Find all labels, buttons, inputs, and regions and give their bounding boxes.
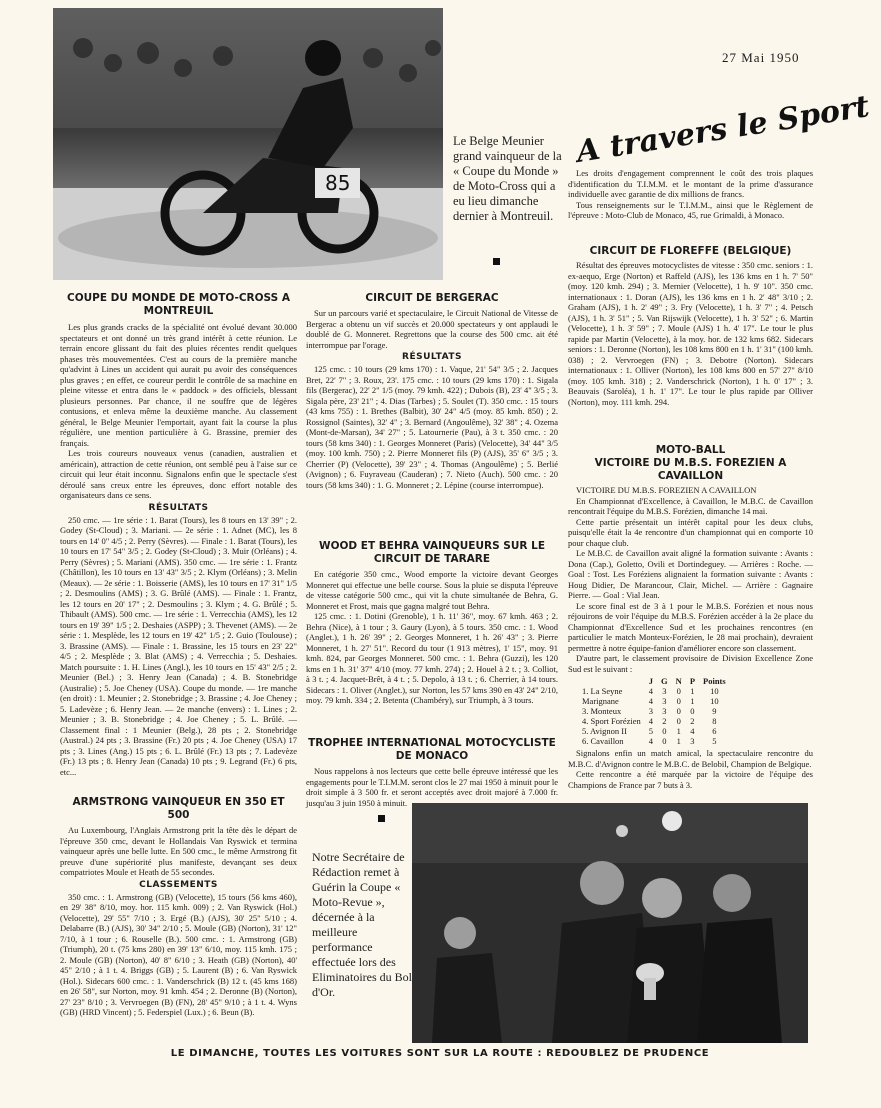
motoball-body6: Signalons enfin un match amical, la spectaculaire rencontre du M.B.C. d'Avignon contre le M.B.C. de Belobil, Champion de Belgique. <box>568 748 813 769</box>
standings-header-cell: Points <box>703 676 726 686</box>
guerin-caption: Notre Secrétaire de Rédaction remet à Guérin la Coupe « Moto-Revue », décernée à la meilleure performance effectuée lors des Eliminatoires du Bol d'Or. <box>312 850 412 999</box>
motoball-body3: Le M.B.C. de Cavaillon avait aligné la formation suivante : Avants : Dona (Cap.), Goletto, Ovili et Dortindeguey. — Arrières : Roche. — Goal : Tost. Les Foréziens alignaient la formation suivante : Avants : Houg Didier, De Marancour, Clair, Michel. — Arrière : Gagnaire Pierre. — Goal : Vial Jean. <box>568 548 813 600</box>
standings-value-cell: 3 <box>662 686 667 696</box>
armstrong-results-heading: CLASSEMENTS <box>139 879 218 890</box>
trophee-title: TROPHEE INTERNATIONAL MOTOCYCLISTE DE MONACO <box>308 737 556 762</box>
motocross-photo <box>53 8 443 280</box>
standings-value-cell: 3 <box>648 706 654 716</box>
armstrong-title: ARMSTRONG VAINQUEUR EN 350 ET 500 <box>72 796 285 821</box>
standings-value-cell: 10 <box>710 686 719 696</box>
standings-header-cell: P <box>689 676 696 686</box>
standings-team-cell: 1. La Seyne <box>582 686 623 696</box>
armstrong-results: 350 cmc. : 1. Armstrong (GB) (Velocette), 15 tours (56 kms 460), en 29' 38" 8/10, moy. hor. 115 kmh. 009) ; 2. Van Ryswick (Hol.) (Velocette), 29' 55" 7/10 ; 3. Ergé (B.) (AJS), 30' 25" 5/10 ; 4. Delabarre (B.) (AJS), 30' 34" 2/10 ; 5. Moule (GB) (Norton), 31' 12" 7/10, à 1 tour ; 6. Rouselle (B.). 500 cmc. : 1. Armstrong (GB) (Triumph), 20 t. (75 kms 280) en 39' 13" 6/10, moy. 115 kmh. 175 ; 2. Moule (GB) (Norton), 40' 8" 6/10 ; 3. Heath (GB) (Norton), 40' 45" 2/10 ; à 1 t. 4. Briggs (GB) ; 5. Laurent (B) ; 6. Van Ryswick (Hol.). Sidecars 600 cmc. : 1. Vanderschrick (B) 12 t. (45 kms 168) en 26' 58", sur Norton, moy. 91 kmh. 454 ; 2. Deronne (B) (Norton), 27' 23" 8/10 ; 3. Vervroegen (B) (FN), 28' 45" 9/10 ; à 1 t. 4. Wyns (GB) (HRD Vincent) ; 5. Federspiel (Lux.) ; 6. Beun (B). <box>60 891 297 1017</box>
standings-value-cell: 1 <box>690 686 695 696</box>
issue-date: 27 Mai 1950 <box>722 50 800 65</box>
standings-value-cell: 4 <box>648 716 654 726</box>
coupe-monde-body2: Les trois coureurs nouveaux venus (canadien, australien et américain), attraction de cette réunion, ont semblé peu à l'aise sur ce circuit qui leur était inconnu. Signalons enfin que le spectacle s'est déroulé sans creux entre les épreuves, donc effort notable des organisateurs dans ce sens. <box>60 448 297 500</box>
motoball-body4: Le score final est de 3 à 1 pour le M.B.S. Forézien et nous nous réjouirons de voir l'équipe du M.B.S. Forézien accéder à la 2e place du Championnat d'Excellence Sud et les prochaines rencontres (en particulier le match Monteux-Forézien, le 28 mai prochain), devraient permettre à notre équipe-fanion d'améliorer encore son classement. <box>568 600 813 653</box>
standings-header-cell: J <box>648 676 654 686</box>
armstrong-article <box>60 796 297 1018</box>
motoball-subtitle: VICTOIRE DU M.B.S. FOREZIEN A CAVAILLON <box>576 485 757 495</box>
section-logo: A travers le Sport <box>574 89 872 170</box>
standings-value-cell: 0 <box>676 686 681 696</box>
standings-value-cell: 0 <box>676 706 681 716</box>
wood-results: 125 cmc. : 1. Dotini (Grenoble), 1 h. 11' 36", moy. 67 kmh. 463 ; 2. Behra (Nice), à 1 tour ; 3. Gaury (Lyon), à 5 tours. 350 cmc. : 1. Wood (Anglet.), 1 h. 26' 39" ; 2. Georges Monneret, 1 h. 26' 43" ; 3. Pierre Monneret, 1 h. 27' 51". Record du tour (1 913 mètres), 1' 15", moy. 91 kmh. 824, par Georges Monneret. 500 cmc. : 1. Behra (Guzzi), les 120 kms en 1 h. 31' 37" 4/10 (moy. 77 kmh. 274) ; 2. Houel à 2 t. ; 3. Colliot, à 3 t. ; 4. Jacquet-Brêt, à 4 t. ; 5. Depolo, à 13 t. ; 6. Cherrier, à 14 tours. Sidecars : 1. Oliver (Anglet.), sur Norton, les 57 kms 390 en 43' 24" 2/10, moy. 79 kmh. 334 ; 2. Betenta (Chambéry), sur Triumph, à 3 tours. <box>306 611 558 705</box>
motoball-title: VICTOIRE DU M.B.S. FOREZIEN A CAVAILLON <box>594 457 787 482</box>
standings-team-cell: 4. Sport Forézien <box>582 716 641 726</box>
standings-team-cell: Marignane <box>582 696 619 706</box>
bullet-square <box>493 258 500 265</box>
standings-team-cell: 6. Cavaillon <box>582 736 624 746</box>
presentation-photo <box>412 803 808 1043</box>
standings-row <box>578 706 730 716</box>
presentation-photo-image <box>412 803 808 1043</box>
standings-team-cell: 5. Avignon II <box>582 726 627 736</box>
standings-value-cell: 3 <box>662 706 667 716</box>
svg-text:85: 85 <box>325 171 351 195</box>
standings-value-cell: 9 <box>712 706 717 716</box>
floreffe-title: CIRCUIT DE FLOREFFE (BELGIQUE) <box>589 245 792 257</box>
floreffe-article <box>568 245 813 407</box>
standings-table <box>578 676 730 746</box>
motoball-body7: Cette rencontre a été marquée par la victoire de l'équipe des Champions de France par 7 buts à 3. <box>568 769 813 790</box>
wood-article <box>306 540 558 706</box>
coupe-monde-results-heading: RÉSULTATS <box>148 502 209 513</box>
standings-value-cell: 3 <box>662 696 667 706</box>
coupe-monde-results: 250 cmc. — 1re série : 1. Barat (Tours), les 8 tours en 13' 39" ; 2. Godey (St-Cloud) ; 3. Mariani. — 2e série : 1. Adnet (MC), les 8 tours en 14' 0" 4/5 ; 2. Perry (Sèvres). — Finale : 1. Barat (Tours), les 10 tours en 17' 54" 3/5 ; 2. Godey (St-Cloud) ; 3. Muir (Orléans) ; 4. Perry (Sèvres) ; 5. Mariani (AMS). 350 cmc. — 1re série : 1. Frantz (Châtillon), les 10 tours en 13' 43" 3/5 ; 2. Klym (Orléans) ; 3. Melin (Meaux). — 2e série : 1. Boisserie (AMS), les 10 tours en 17' 31" 1/5 ; 2. Desmoulins (AMS) ; 3. G. Brûlé (AMS). — Finale : 1. Frantz, les 12 tours en 20' 17" ; 2. Desmoulins ; 3. Klym ; 4. G. Brûlé ; 5. Thibault (AMS). 500 cmc. — 1re série : 1. Verrecchia (AMS), les 12 tours en 19' 39" 1/5 ; 2. Deshaies (ASPP) ; 3. Thevenet (AMS). — 2e série : 1. Mesplède, les 12 tours en 19' 42" 1/5 ; 2. Guio (Toulouse) ; 3. Brassine (AMS). — Finale : 1. Brassine, les 15 tours en 23' 22" 4/5 ; 2. Mesplède ; 3. Blat (AMS) ; 4. Verrecchia ; 5. Deshaies. Match poursuite : 1. H. Lines (Angl.), les 10 tours en 15' 43" 2/5 ; 2. Meunier (Bel.) ; 3. Henry Jean (Canada) ; 4. B. Stonebridge (Australie) ; 5. Joe Cheney (USA). Coupe du monde. — 1re manche (en droit) : 1. Meunier ; 2. Stonebridge ; 3. Brassine ; 4. Joe Cheney ; 5. Ladevèze ; 6. Henry Jean. — 2e manche (envers) : 1. Lines ; 2. Meunier ; 3. B. Stonebridge ; 4. Joe Cheney ; 5. L. Brûlé. — Classement final : 1 Meunier (Belg.), 28 pts ; 2. Stonebridge (Austral.) 24 pts ; 3. Brassine (Fr.) 20 pts ; 4. Joe Cheney (USA) 17 pts ; 3. Lines (Ang.) 15 pts ; 6. L. Brûlé (Fr.) 13 pts ; 7. Ladevèze (Fr.) 13 pts ; 8. Henry Jean (Canada) 10 pts ; 9. Legrand (Fr.) 6 pts, etc... <box>60 514 297 777</box>
standings-value-cell: 2 <box>690 716 695 726</box>
standings-value-cell: 6 <box>712 726 717 736</box>
motoball-body5: D'autre part, le classement provisoire de Division Excellence Zone Sud est le suivant : <box>568 653 813 674</box>
standings-team-cell: 3. Monteux <box>582 706 622 716</box>
standings-header-row <box>578 676 730 686</box>
standings-value-cell: 4 <box>690 726 695 736</box>
motoball-article <box>568 444 813 790</box>
standings-value-cell: 0 <box>676 716 681 726</box>
standings-value-cell: 1 <box>690 696 695 706</box>
standings-value-cell: 10 <box>710 696 719 706</box>
standings-value-cell: 1 <box>676 736 681 746</box>
standings-value-cell: 3 <box>690 736 695 746</box>
standings-value-cell: 0 <box>676 696 681 706</box>
floreffe-results: Résultat des épreuves motocyclistes de vitesse : 350 cmc. seniors : 1. ex-aequo, Erge (Norton) et Raffeld (AJS), les 136 kms en 1 h. 7' 50" (moy. 120 kmh. 294) ; 3. Mernier (Velocette), 1 h. 9' 10". 350 cmc. internationaux : 1. Doran (AJS), les 136 kms en 1 h. 2' 48" 3/10 ; 2. Graham (AJS), 1 h. 2' 49" ; 3. Fry (Velocette), 1 h. 3' 7" ; 4. Petsch (AJS), 1 h. 3' 51" ; 5. Van Rijswijk (Velocette), 1 h. 3' 52" ; 6. Martin (Velocette), 1 h. 3' 59" ; 7. Moule (AJS) 1 h. 4' 17". Le tour le plus rapide par Martin (Velocette), à la moy. hor. de 132 kms 682. Sidecars seniors : 1. Deronne (Norton), les 108 kms 800 en 1 h. 1' 31" (100 kmh. 038) ; 2. Vervroegen (FN) ; 3. Debotre (Norton). Sidecars internationaux : 1. Olliver (Norton), les 108 kms 800 en 57' 27" 8/10 (moy. 105 kmh. 318) ; 2. Vanderschrick (Norton), 1 h. 0' 17" ; 3. Beauvais (Saroléa), 1 h. 1' 17". Le tour le plus rapide par Olliver (Norton), moy. 111 kmh. 294. <box>568 260 813 407</box>
motocross-photo-image <box>53 8 443 280</box>
motoball-section: MOTO-BALL <box>655 444 726 456</box>
bullet-square <box>378 815 385 822</box>
standings-value-cell: 1 <box>676 726 681 736</box>
trophee-article <box>306 737 558 808</box>
trophee-body3: Tous renseignements sur le T.I.M.M., ainsi que le Règlement de l'épreuve : Moto-Club de Monaco, 45, rue Grimaldi, à Monaco. <box>568 199 813 220</box>
trophee-body2: Les droits d'engagement comprennent le coût des trois plaques d'identification du T.I.M.M. et le montant de la prime d'assurance individuelle avec garantie de dix millions de francs. <box>568 168 813 199</box>
standings-value-cell: 5 <box>648 726 654 736</box>
coupe-monde-body: Les plus grands cracks de la spécialité ont évolué devant 30.000 spectateurs et ont donné un très grand intérêt à cette réunion. Le terrain encore glissant du fait des pluies récentes rendit quelques phases très mouvementées. C'est au cours de la première manche qu'advint à Lines un accident qui aurait pu avoir des conséquences plus graves ; en effet, ce coureur perdit le contrôle de sa machine en pleine vitesse et entra dans le « paddock » des officiels, blessant plusieurs personnes. Par chance, il ne souffre que de légères contusions, et enleva même la deuxième manche. Au classement général, le Belge Meunier l'emportait, ayant fait la course la plus régulière, une mention particulière à G. Brassine, premier des français. <box>60 322 297 448</box>
standings-value-cell: 4 <box>648 736 654 746</box>
standings-row <box>578 736 730 746</box>
standings-value-cell: 8 <box>712 716 717 726</box>
standings-value-cell: 0 <box>690 706 695 716</box>
standings-header-cell: G <box>661 676 668 686</box>
footer-banner: LE DIMANCHE, TOUTES LES VOITURES SONT SUR LA ROUTE : REDOUBLEZ DE PRUDENCE <box>170 1048 710 1059</box>
bergerac-article <box>306 292 558 490</box>
standings-row <box>578 716 730 726</box>
coupe-monde-title: COUPE DU MONDE DE MOTO-CROSS A MONTREUIL <box>67 292 290 317</box>
trophee-continued <box>568 168 813 221</box>
motoball-body: En Championnat d'Excellence, à Cavaillon, le M.B.C. de Cavaillon rencontrait l'équipe du M.B.S. Forézien, dimanche 14 mai. <box>568 495 813 516</box>
standings-value-cell: 2 <box>662 716 667 726</box>
standings-value-cell: 0 <box>662 736 667 746</box>
coupe-monde-article <box>60 292 297 777</box>
bergerac-title: CIRCUIT DE BERGERAC <box>365 292 499 304</box>
armstrong-body: Au Luxembourg, l'Anglais Armstrong prit la tête dès le départ de l'épreuve 350 cmc, devant le Hollandais Van Ryswick et termina vainqueur après une belle lutte. En 500 cmc., le même Armstrong fit preuve d'une supériorité plus manifeste, devançant ses deux compatriotes Moule et Heath de 55 secondes. <box>60 825 297 877</box>
bergerac-body: Sur un parcours varié et spectaculaire, le Circuit National de Vitesse de Bergerac a obtenu un vif succès et 20.000 spectateurs y ont applaudi le doublé de G. Monneret. Regrettons que la course des 500 cmc. ait été interrompue par l'orage. <box>306 308 558 350</box>
standings-value-cell: 0 <box>662 726 667 736</box>
bergerac-results-heading: RÉSULTATS <box>402 352 462 362</box>
standings-value-cell: 4 <box>648 696 654 706</box>
standings-header-cell: N <box>675 676 682 686</box>
meunier-caption: Le Belge Meunier grand vainqueur de la « Coupe du Monde » de Moto-Cross qui a eu lieu dimanche dernier à Montreuil. <box>453 134 562 223</box>
wood-title: WOOD ET BEHRA VAINQUEURS SUR LE CIRCUIT DE TARARE <box>318 540 545 565</box>
standings-value-cell: 5 <box>712 736 717 746</box>
standings-row <box>578 696 730 706</box>
bergerac-results: 125 cmc. : 10 tours (29 kms 170) : 1. Vaque, 21' 54" 3/5 ; 2. Jacques Bret, 22' 7" ; 3. Roux, 23'. 175 cmc. : 10 tours (29 kms 170) : 1. Sigala fils (Bergerac), 22' 2" 1/5 (moy. 79 kmh. 422) ; Dubois (B), 23' 4" 3/5 ; 3. Sigala père, 23' 21" ; 4. Dias (Tarbes) ; 5. Soulet (T). 350 cmc. : 15 tours (43 kms 755) : 1. Brethes (Balbit), 30' 24" 4/5 (moy. 85 kmh. 850) ; 2. Rossignol (Saintes), 32' 4" ; 3. Bernard (Angoulême), 32' 38" ; 4. Ozema (Mont-de-Marsan), 34' 27" ; 5. Latournerie (Pau), à 3 t. 350 cmc. : 20 tours (58 kms 340) : 1. Georges Monneret (Paris) (Velocette), 34' 44" 3/5 (moy. 100 kmh. 750) ; 2. Pierre Monneret fils (P) (AJS), 35' 6" 3/5 ; 3. Cherrier (P) (Velocette), 39' 23" ; 4. Thomas (Angoulême) ; 5. Berlié (Avignon) ; 6. Fuyraveau (Cauderan) ; 7. Nieto (Auch). 500 cmc. : 20 tours (58 kms 340) : 1. G. Monneret ; 2. Lépine (course interrompue). <box>306 364 558 490</box>
wood-body: En catégorie 350 cmc., Wood emporte la victoire devant Georges Monneret qui effectue une belle course. Sous la pluie se disputa l'épreuve de vitesse catégorie 500 cmc., qui vit la chute simultanée de Behra, G. Monneret et Frost, mais que gagna malgré tout Behra. <box>306 569 558 611</box>
standings-row <box>578 726 730 736</box>
motoball-body2: Cette partie présentait un intérêt capital pour les deux clubs, puisqu'elle était la 4e rencontre d'un championnat qui en comporte 10 pour chaque club. <box>568 516 813 548</box>
standings-row <box>578 686 730 696</box>
standings-value-cell: 4 <box>648 686 654 696</box>
trophee-body: Nous rappelons à nos lecteurs que cette belle épreuve intéressé que les engagements pour le T.I.M.M. seront clos le 27 mai 1950 à minuit pour le droit simple à 3 500 fr. et seront acceptés avec droit majoré à 7.000 fr. jusqu'au 3 juin 1950 à minuit. <box>306 766 558 808</box>
standings-header-cell <box>578 676 645 686</box>
